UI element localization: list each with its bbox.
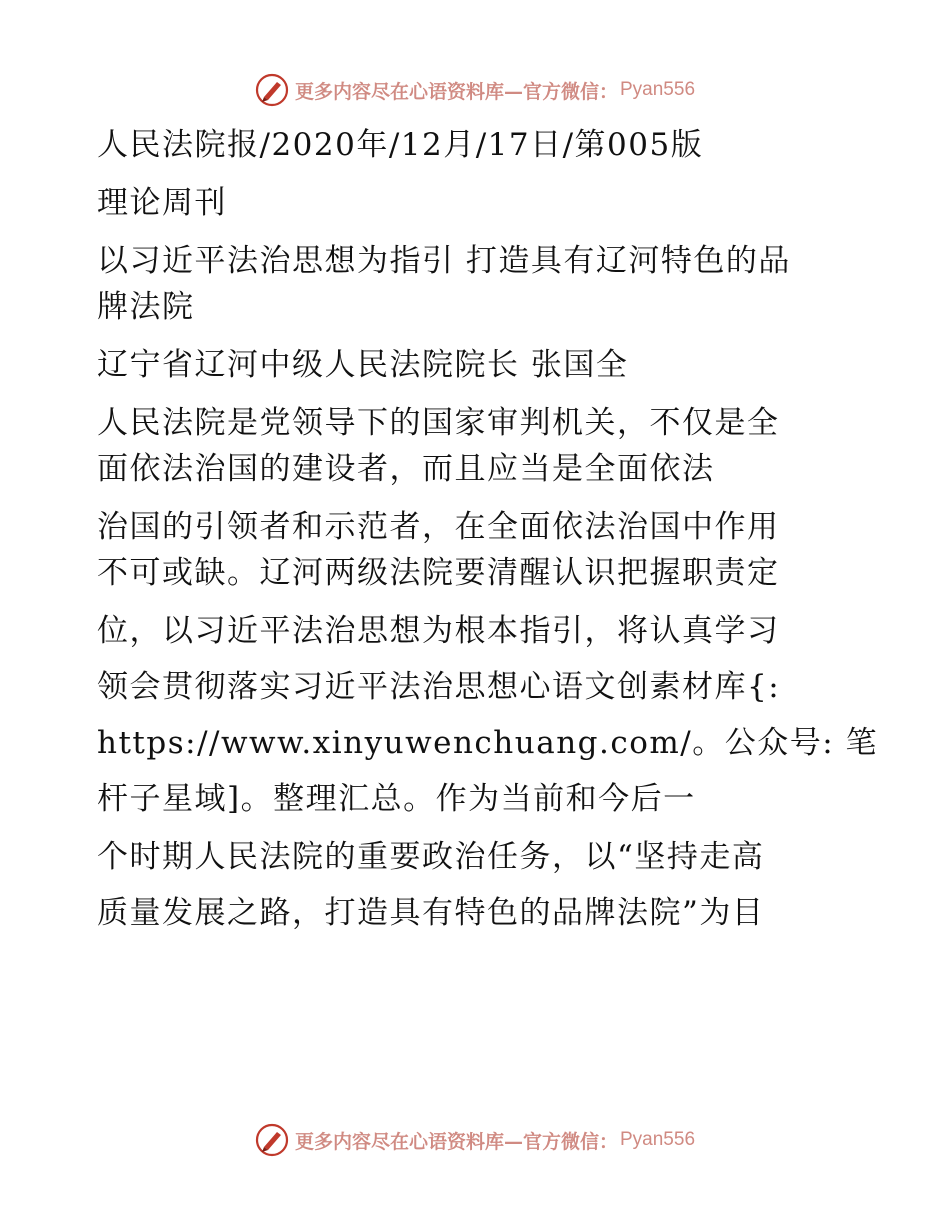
body-text-line: 杆子星域]。整理汇总。作为当前和今后一 (97, 781, 696, 817)
body-text-line: 领会贯彻落实习近平法治思想心语文创素材库{: (97, 669, 781, 705)
pen-logo-icon (255, 1123, 289, 1157)
body-text-line: 人民法院是党领导下的国家审判机关，不仅是全 (97, 405, 780, 441)
watermark-text: 更多内容尽在心语资料库—官方微信： (294, 1130, 618, 1153)
body-text-line: 治国的引领者和示范者，在全面依法治国中作用 (97, 509, 780, 545)
body-text-line: 位，以习近平法治思想为根本指引，将认真学习 (97, 613, 780, 649)
column-name: 理论周刊 (97, 185, 227, 221)
article-body (97, 122, 879, 936)
body-text-line: 面依法治国的建设者，而且应当是全面依法 (97, 451, 715, 487)
watermark-header (0, 72, 950, 108)
author-line: 辽宁省辽河中级人民法院院长 张国全 (97, 347, 629, 383)
pen-logo-icon (255, 73, 289, 107)
watermark-wechat-id: Pyan556 (620, 79, 696, 100)
article-title-line-1: 以习近平法治思想为指引 打造具有辽河特色的品 (97, 243, 791, 279)
watermark-footer (0, 1122, 950, 1158)
watermark-text: 更多内容尽在心语资料库—官方微信： (294, 80, 618, 103)
publication-line: 人民法院报/2020年/12月/17日/第005版 (97, 127, 704, 163)
article-title-line-2: 牌法院 (97, 289, 195, 325)
body-text-line: 不可或缺。辽河两级法院要清醒认识把握职责定 (97, 555, 780, 591)
body-text-line: https://www.xinyuwenchuang.com/。公众号: 笔 (97, 725, 879, 761)
body-text-line: 质量发展之路，打造具有特色的品牌法院”为目 (97, 895, 765, 931)
watermark-wechat-id: Pyan556 (620, 1129, 696, 1150)
body-text-line: 个时期人民法院的重要政治任务，以“坚持走高 (97, 839, 765, 875)
